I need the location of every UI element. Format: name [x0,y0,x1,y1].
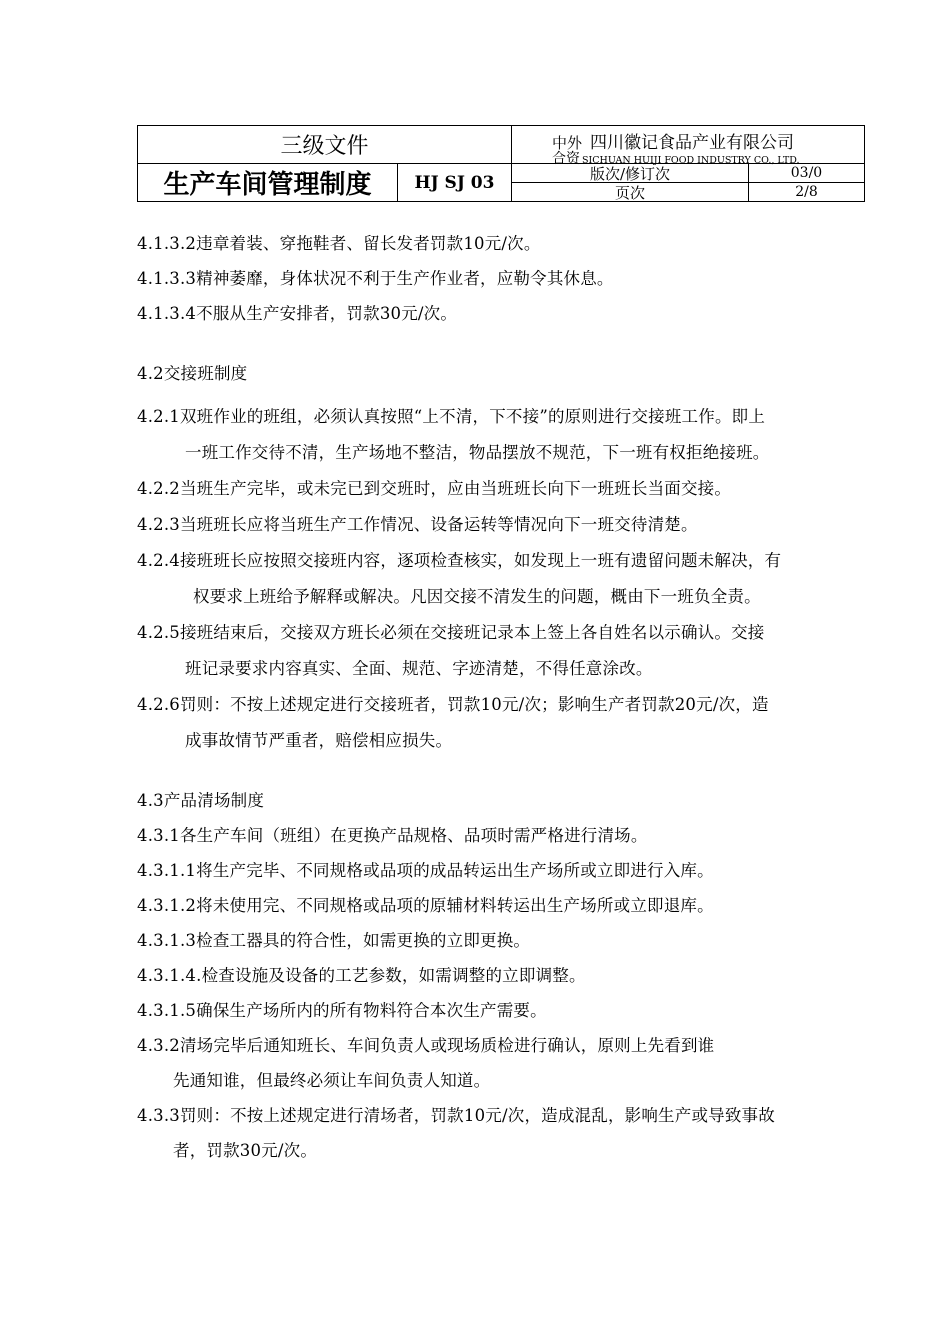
document-title: 生产车间管理制度 [138,163,398,201]
clause-4-1-3-4: 4.1.3.4不服从生产安排者，罚款30元/次。 [137,304,458,323]
clause-4-2-4-cont: 权要求上班给予解释或解决。凡因交接不清发生的问题，概由下一班负全责。 [193,587,761,606]
clause-4-3-1: 4.3.1各生产车间（班组）在更换产品规格、品项时需严格进行清场。 [137,826,648,845]
section-4-3-heading: 4.3产品清场制度 [137,791,265,810]
clause-4-2-5: 4.2.5接班结束后，交接双方班长必须在交接班记录本上签上各自姓名以示确认。交接 [137,623,765,642]
document-level: 三级文件 [280,134,369,159]
company-name-cell [512,126,864,167]
clause-4-2-4: 4.2.4接班班长应按照交接班内容，逐项检查核实，如发现上一班有遗留问题未解决，有 [137,551,782,570]
clause-4-3-1-1: 4.3.1.1将生产完毕、不同规格或品项的成品转运出生产场所或立即进行入库。 [137,861,714,880]
clause-4-3-1-3: 4.3.1.3检查工器具的符合性，如需更换的立即更换。 [137,931,531,950]
version-value: 03/0 [749,163,864,182]
version-label: 版次/修订次 [512,163,749,182]
company-name-cn: 四川徽记食品产业有限公司 [590,133,795,153]
clause-4-3-1-4: 4.3.1.4.检查设施及设备的工艺参数，如需调整的立即调整。 [137,966,586,985]
clause-4-2-2: 4.2.2当班生产完毕，或未完已到交班时，应由当班班长向下一班班长当面交接。 [137,479,732,498]
clause-4-3-1-5: 4.3.1.5确保生产场所内的所有物料符合本次生产需要。 [137,1001,547,1020]
clause-4-1-3-2: 4.1.3.2违章着装、穿拖鞋者、留长发者罚款10元/次。 [137,234,541,253]
clause-4-2-1-cont: 一班工作交待不清，生产场地不整洁，物品摆放不规范，下一班有权拒绝接班。 [185,443,770,462]
clause-4-3-3: 4.3.3罚则：不按上述规定进行清场者，罚款10元/次，造成混乱，影响生产或导致事故 [137,1106,775,1125]
company-prefix-1: 中外 [552,134,583,152]
clause-4-3-1-2: 4.3.1.2将未使用完、不同规格或品项的原辅材料转运出生产场所或立即退库。 [137,896,714,915]
company-prefix-2: 合资 [552,151,580,167]
clause-4-2-3: 4.2.3当班班长应将当班生产工作情况、设备运转等情况向下一班交待清楚。 [137,515,698,534]
document-header-table [137,125,865,202]
company-name-en: SICHUAN HUIJI FOOD INDUSTRY CO., LTD. [582,155,800,166]
clause-4-3-3-cont: 者，罚款30元/次。 [173,1141,318,1160]
section-4-2-heading: 4.2交接班制度 [137,364,248,383]
clause-4-2-6-cont: 成事故情节严重者，赔偿相应损失。 [185,731,453,750]
page-number: 2/8 [749,182,864,201]
page-label: 页次 [512,182,749,201]
clause-4-2-1: 4.2.1双班作业的班组，必须认真按照“上不清，下不接”的原则进行交接班工作。即上 [137,407,766,426]
clause-4-2-5-cont: 班记录要求内容真实、全面、规范、字迹清楚，不得任意涂改。 [185,659,653,678]
clause-4-3-2-cont: 先通知谁，但最终必须让车间负责人知道。 [173,1071,491,1090]
clause-4-3-2: 4.3.2清场完毕后通知班长、车间负责人或现场质检进行确认，原则上先看到谁 [137,1036,715,1055]
clause-4-1-3-3: 4.1.3.3精神萎靡，身体状况不利于生产作业者，应勒令其休息。 [137,269,614,288]
document-code: HJ SJ 03 [398,163,511,201]
clause-4-2-6: 4.2.6罚则：不按上述规定进行交接班者，罚款10元/次；影响生产者罚款20元/次，造 [137,695,769,714]
